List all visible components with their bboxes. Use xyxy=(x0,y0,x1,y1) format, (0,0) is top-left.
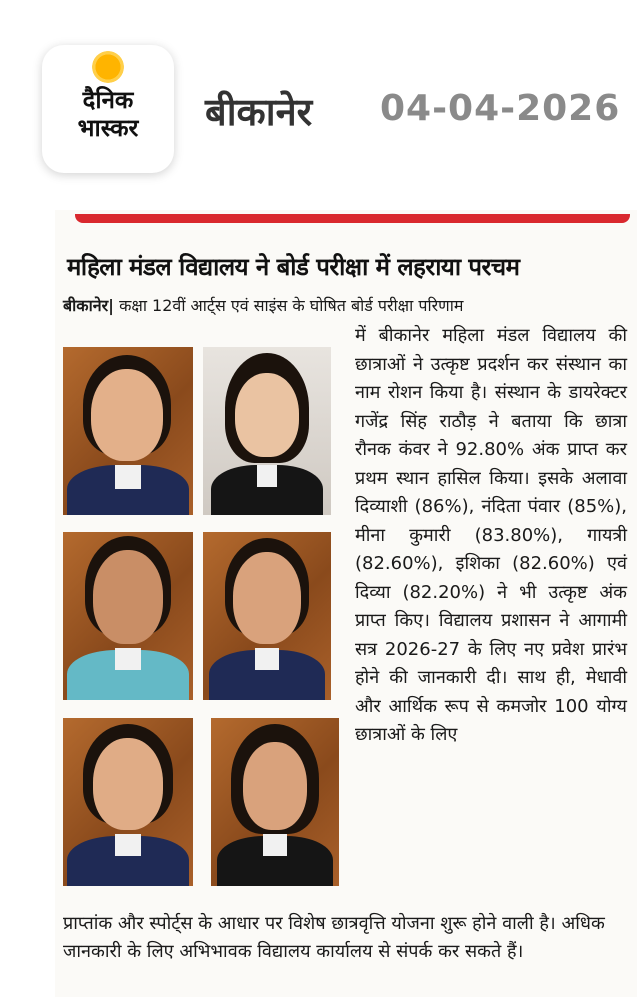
article-lead xyxy=(63,294,633,316)
article-headline: महिला मंडल विद्यालय ने बोर्ड परीक्षा में लहराया परचम xyxy=(67,253,520,281)
article-body-column: में बीकानेर महिला मंडल विद्यालय की छात्राओं ने उत्कृष्ट प्रदर्शन कर संस्थान का नाम रोशन किया है। संस्थान के डायरेक्टर गजेंद्र सिंह राठौड़ ने बताया कि छात्रा रौनक कंवर ने 92.80% अंक प्राप्त कर प्रथम स्थान हासिल किया। इसके अलावा दिव्याशी (86%), नंदिता पंवार (85%), मीना कुमारी (83.80%), गायत्री (82.60%), इशिका (82.60%) एवं दिव्या (82.20%) ने भी उत्कृष्ट अंक प्राप्त किए। विद्यालय प्रशासन ने आगामी सत्र 2026-27 के लिए नए प्रवेश प्रारंभ होने की जानकारी दी। साथ ही, मेधावी और आर्थिक रूप से कमजोर 100 योग्य छात्राओं के लिए xyxy=(355,325,627,745)
edition-city: बीकानेर xyxy=(205,90,313,134)
student-photo-6 xyxy=(211,718,339,886)
student-photo-4 xyxy=(203,532,331,700)
logo-text-line2: भास्कर xyxy=(77,114,139,142)
student-photo-1 xyxy=(63,347,193,515)
student-photo-5 xyxy=(63,718,193,886)
sun-icon xyxy=(92,51,124,83)
dateline: बीकानेर| xyxy=(63,296,114,315)
logo-text-line1: दैनिक xyxy=(82,86,134,114)
student-photo-3 xyxy=(63,532,193,700)
lead-text: कक्षा 12वीं आर्ट्स एवं साइंस के घोषित बोर्ड परीक्षा परिणाम xyxy=(113,296,464,315)
red-header-bar xyxy=(75,214,630,223)
news-clipping xyxy=(55,210,637,997)
edition-date: 04-04-2026 xyxy=(380,88,621,129)
app-header xyxy=(0,0,637,210)
student-photo-2 xyxy=(203,347,331,515)
dainik-bhaskar-logo[interactable] xyxy=(42,45,174,173)
article-body-bottom: प्राप्तांक और स्पोर्ट्स के आधार पर विशेष छात्रवृत्ति योजना शुरू होने वाली है। अधिक जानकारी के लिए अभिभावक विद्यालय कार्यालय से संपर्क कर सकते हैं। xyxy=(63,913,605,962)
